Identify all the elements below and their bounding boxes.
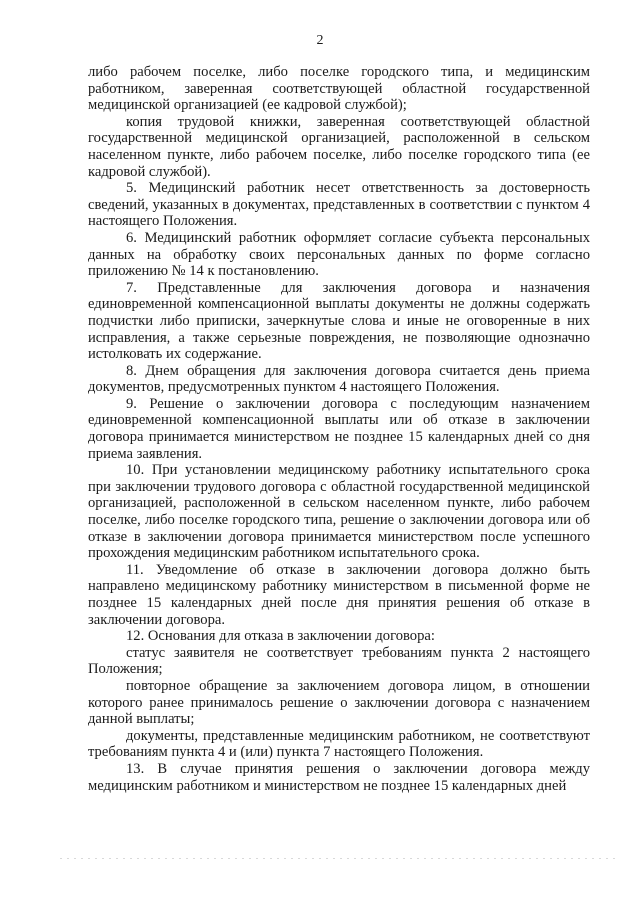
paragraph-10: 12. Основания для отказа в заключении договора: — [126, 628, 435, 645]
paragraph-2: копия трудовой книжки, заверенная соответствующей областной государственной медицинской организацией, расположенной в сельском населенном пункте, либо рабочем поселке, либо поселке городского типа (ее кадровой службой). — [88, 113, 590, 180]
paragraph-12: повторное обращение за заключением договора лицом, в отношении которого ранее принималось решение о заключении договора с назначением данной выплаты; — [88, 677, 590, 728]
paragraph-13: документы, представленные медицинским работником, не соответствуют требованиям пункта 4 и (или) пункта 7 настоящего Положения. — [88, 727, 590, 761]
scan-edge-line — [60, 858, 620, 859]
paragraph-1: либо рабочем поселке, либо поселке городского типа, и медицинским работником, заверенная соответствующей областной государственной медицинской организацией (ее кадровой службой); — [88, 64, 590, 114]
paragraph-3: 5. Медицинский работник несет ответственность за достоверность сведений, указанных в документах, представленных в соответствии с пунктом 4 настоящего Положения. — [88, 180, 590, 230]
paragraph-6: 8. Днем обращения для заключения договора считается день приема документов, предусмотренных пунктом 4 настоящего Положения. — [88, 362, 590, 396]
paragraph-7: 9. Решение о заключении договора с последующим назначением единовременной компенсационной выплаты или об отказе в заключении договора принимается министерством не позднее 15 календарных дней со дня приема заявления. — [88, 395, 590, 462]
paragraph-11: статус заявителя не соответствует требованиям пункта 2 настоящего Положения; — [88, 644, 590, 678]
paragraph-8: 10. При установлении медицинскому работнику испытательного срока при заключении трудового договора с областной государственной медицинской организацией, расположенной в сельском населенном пункте, либо рабочем поселке, либо поселке городского типа, решение о заключении договора или об отказе в заключении договора принимается министерством после успешного прохождения медицинским работником испытательного срока. — [88, 462, 590, 562]
document-body — [88, 64, 590, 794]
paragraph-9: 11. Уведомление об отказе в заключении договора должно быть направлено медицинскому работнику министерством в письменной форме не позднее 15 календарных дней после дня принятия решения об отказе в заключении договора. — [88, 561, 590, 628]
paragraph-4: 6. Медицинский работник оформляет согласие субъекта персональных данных на обработку своих персональных данных по форме согласно приложению № 14 к постановлению. — [88, 229, 590, 280]
paragraph-14: 13. В случае принятия решения о заключении договора между медицинским работником и министерством не позднее 15 календарных дней — [88, 760, 590, 794]
paragraph-5: 7. Представленные для заключения договора и назначения единовременной компенсационной выплаты документы не должны содержать подчистки либо приписки, зачеркнутые слова и иные не оговоренные в них исправления, а также серьезные повреждения, не позволяющие однозначно истолковать их содержание. — [88, 279, 590, 363]
page-number: 2 — [316, 33, 324, 48]
